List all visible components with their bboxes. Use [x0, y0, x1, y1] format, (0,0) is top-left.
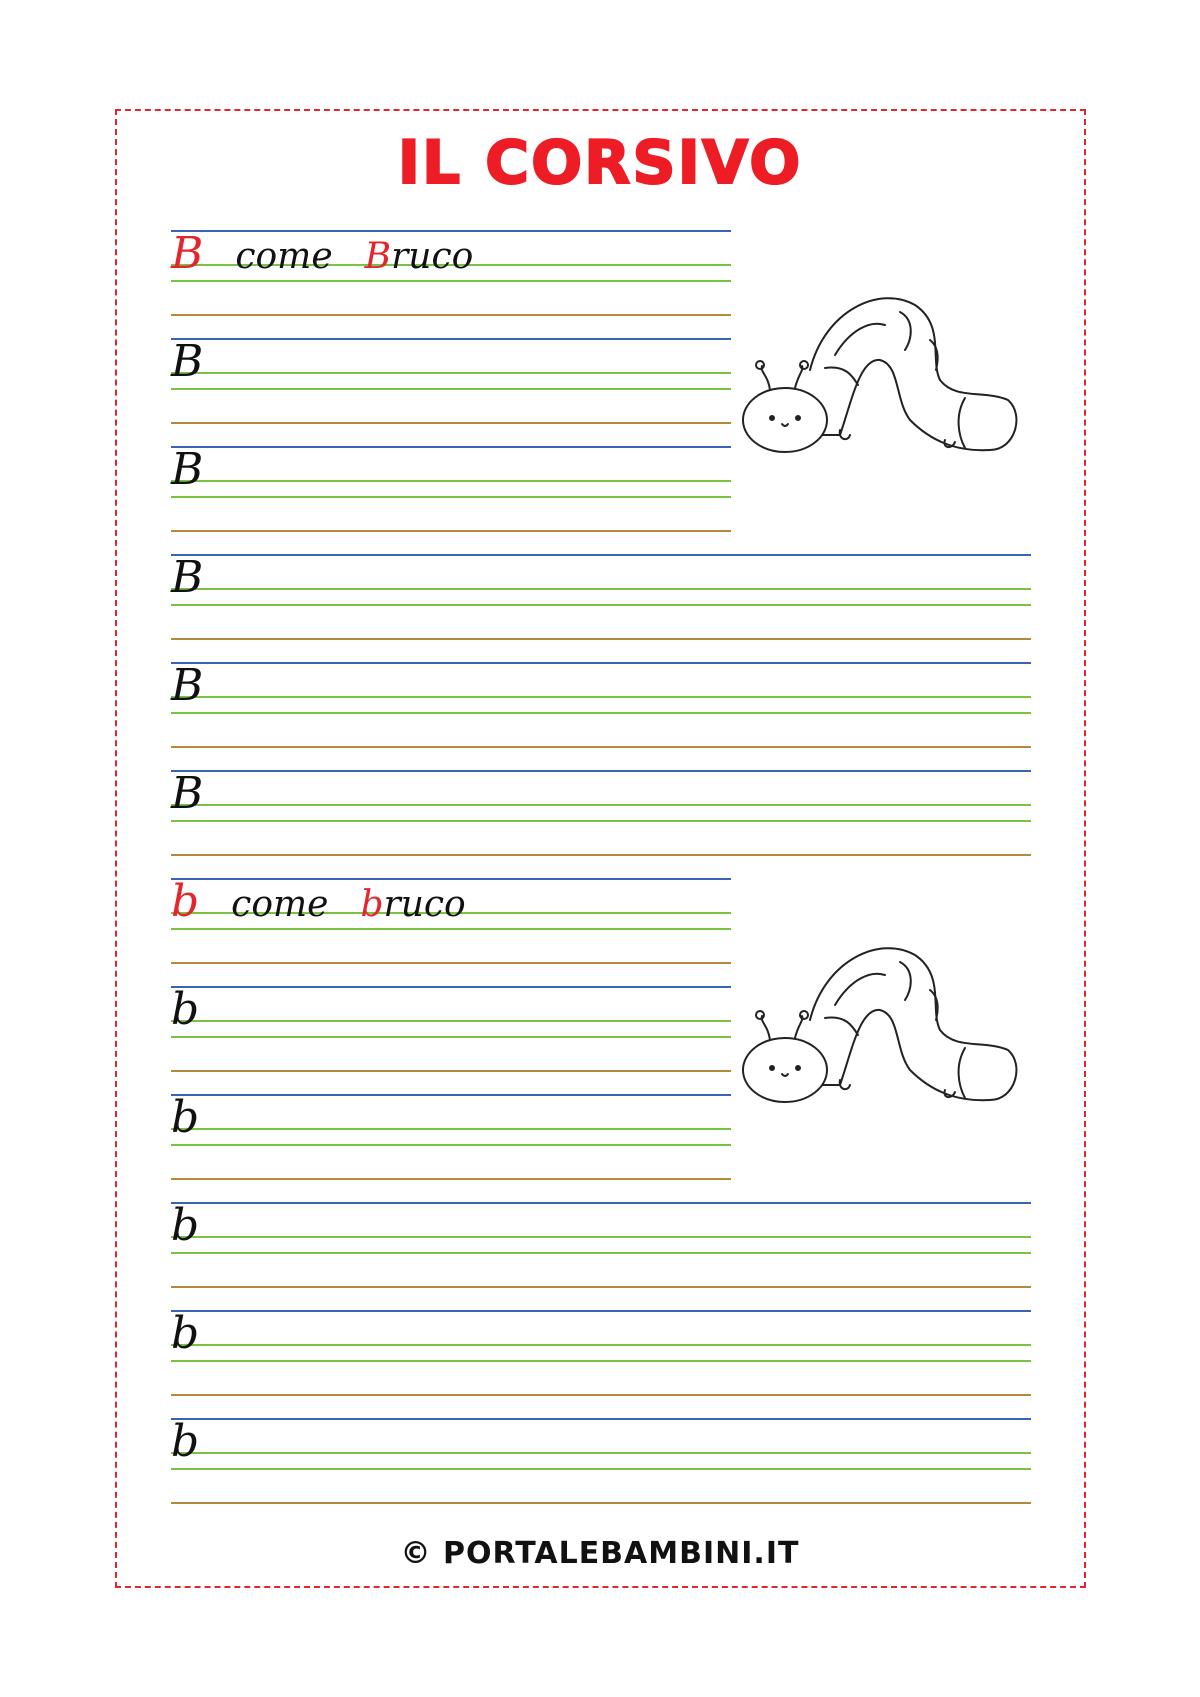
example-connector: come — [231, 884, 329, 925]
example-word-rest: ruco — [383, 884, 466, 925]
example-connector: come — [235, 236, 333, 277]
practice-row — [171, 446, 731, 536]
practice-letter: b — [171, 1092, 200, 1143]
practice-letter: B — [171, 660, 204, 711]
caterpillar-illustration — [740, 940, 1020, 1120]
practice-letter: B — [171, 444, 204, 495]
practice-row — [171, 986, 731, 1076]
practice-row — [171, 1202, 1031, 1292]
practice-row — [171, 1418, 1031, 1508]
example-word-initial: b — [360, 884, 384, 925]
practice-row — [171, 1310, 1031, 1400]
example-row-uppercase — [171, 230, 731, 320]
example-word-rest: ruco — [391, 236, 474, 277]
practice-letter: B — [171, 336, 204, 387]
practice-letter: b — [171, 984, 200, 1035]
practice-row — [171, 662, 1031, 752]
example-letter: b — [171, 876, 200, 927]
example-text — [171, 874, 466, 933]
example-text — [171, 226, 473, 285]
practice-letter: b — [171, 1416, 200, 1467]
practice-letter: B — [171, 552, 204, 603]
practice-letter: b — [171, 1308, 200, 1359]
practice-row — [171, 554, 1031, 644]
practice-letter: b — [171, 1200, 200, 1251]
example-row-lowercase — [171, 878, 731, 968]
page-title: IL CORSIVO — [397, 128, 803, 198]
practice-row — [171, 1094, 731, 1184]
caterpillar-illustration — [740, 290, 1020, 470]
practice-row — [171, 770, 1031, 860]
copyright-footer: © PORTALEBAMBINI.IT — [400, 1536, 800, 1571]
example-word-initial: B — [364, 236, 392, 277]
example-letter: B — [171, 228, 204, 279]
practice-letter: B — [171, 768, 204, 819]
practice-row — [171, 338, 731, 428]
